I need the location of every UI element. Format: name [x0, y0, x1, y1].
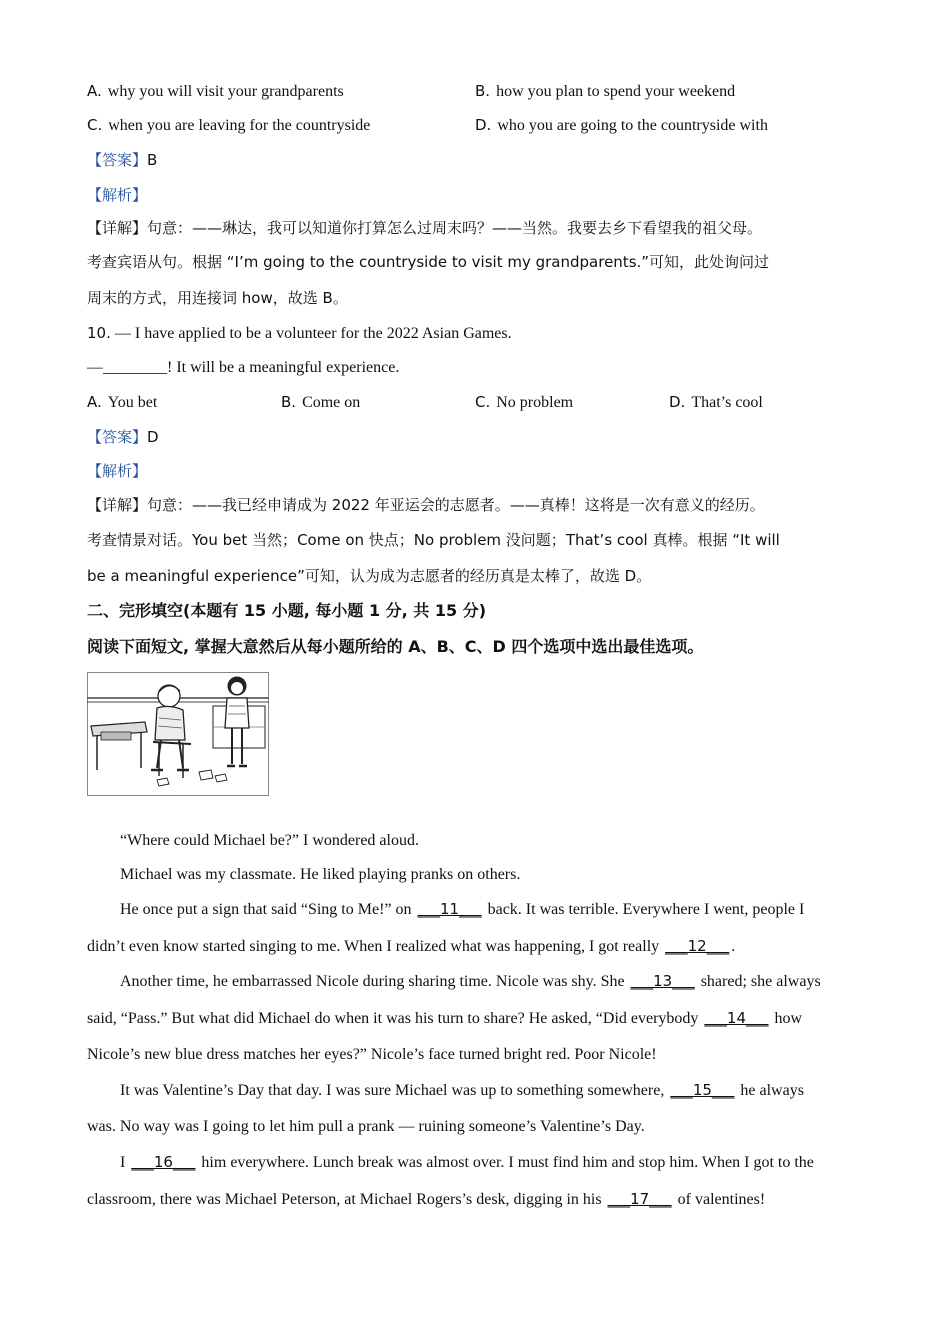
detail-line-2: 考查宾语从句。根据 “I’m going to the countryside to visit my grandparents.”可知，此处询问过 [87, 253, 770, 271]
q10-option-d: D. That’s cool [669, 393, 763, 411]
section-heading: 二、完形填空(本题有 15 小题, 每小题 1 分, 共 15 分) [87, 601, 487, 620]
passage-para-6-line-1: I ___16___ him everywhere. Lunch break was almost over. I must find him and stop him. When I got to the [120, 1153, 814, 1171]
passage-para-3-line-1: He once put a sign that said “Sing to Me!” on ___11___ back. It was terrible. Everywhere I went, people I [120, 900, 805, 918]
detail-line-1: 【详解】句意：——琳达，我可以知道你打算怎么过周末吗？——当然。我要去乡下看望我的祖父母。 [87, 219, 763, 237]
blank-16: ___16___ [131, 1153, 196, 1171]
q10-option-a: A. You bet [87, 393, 158, 411]
question-10-response: —________! It will be a meaningful experience. [87, 359, 400, 376]
classroom-illustration [87, 672, 269, 796]
q10-detail-line-2: 考查情景对话。You bet 当然；Come on 快点；No problem 没问题；That’s cool 真棒。根据 “It will [87, 531, 780, 549]
passage-para-3-line-2: didn’t even know started singing to me. When I realized what was happening, I got really ___12___ . [87, 937, 736, 955]
q10-option-b: B. Come on [281, 393, 361, 411]
blank-11: ___11___ [417, 900, 482, 918]
analysis-tag: 【解析】 [87, 186, 148, 204]
option-d: D. who you are going to the countryside with [475, 116, 768, 134]
blank-15: ___15___ [670, 1081, 735, 1099]
answer-line: 【答案】B [87, 151, 158, 169]
passage-para-5-line-1: It was Valentine’s Day that day. I was sure Michael was up to something somewhere, ___15___ he always [120, 1081, 804, 1099]
option-c: C. when you are leaving for the countryside [87, 116, 371, 134]
passage-para-4-line-3: Nicole’s new blue dress matches her eyes?” Nicole’s face turned bright red. Poor Nicole! [87, 1046, 657, 1063]
blank-12: ___12___ [665, 937, 730, 955]
q10-analysis-tag: 【解析】 [87, 462, 148, 480]
passage-para-6-line-2: classroom, there was Michael Peterson, at Michael Rogers’s desk, digging in his ___17___ of valentines! [87, 1190, 766, 1208]
passage-para-4-line-2: said, “Pass.” But what did Michael do when it was his turn to share? He asked, “Did everybody ___14___ how [87, 1009, 803, 1027]
section-instruction: 阅读下面短文, 掌握大意然后从每小题所给的 A、B、C、D 四个选项中选出最佳选项。 [87, 637, 704, 656]
passage-para-4-line-1: Another time, he embarrassed Nicole during sharing time. Nicole was shy. She ___13___ shared; she always [120, 972, 821, 990]
option-b: B. how you plan to spend your weekend [475, 82, 736, 100]
blank-14: ___14___ [704, 1009, 769, 1027]
q10-answer-line: 【答案】D [87, 428, 159, 446]
q10-option-c: C. No problem [475, 393, 574, 411]
q10-detail-line-1: 【详解】句意：——我已经申请成为 2022 年亚运会的志愿者。——真棒！这将是一次有意义的经历。 [87, 496, 765, 514]
question-10: 10. — I have applied to be a volunteer for the 2022 Asian Games. [87, 324, 512, 342]
blank-13: ___13___ [630, 972, 695, 990]
detail-line-3: 周末的方式，用连接词 how，故选 B。 [87, 289, 348, 307]
blank-17: ___17___ [607, 1190, 672, 1208]
passage-para-5-line-2: was. No way was I going to let him pull a prank — ruining someone’s Valentine’s Day. [87, 1118, 645, 1135]
option-a: A. why you will visit your grandparents [87, 82, 344, 100]
q10-detail-line-3: be a meaningful experience”可知，认为成为志愿者的经历真是太棒了，故选 D。 [87, 567, 652, 585]
passage-para-2: Michael was my classmate. He liked playing pranks on others. [120, 866, 521, 883]
passage-para-1: “Where could Michael be?” I wondered aloud. [120, 832, 419, 849]
